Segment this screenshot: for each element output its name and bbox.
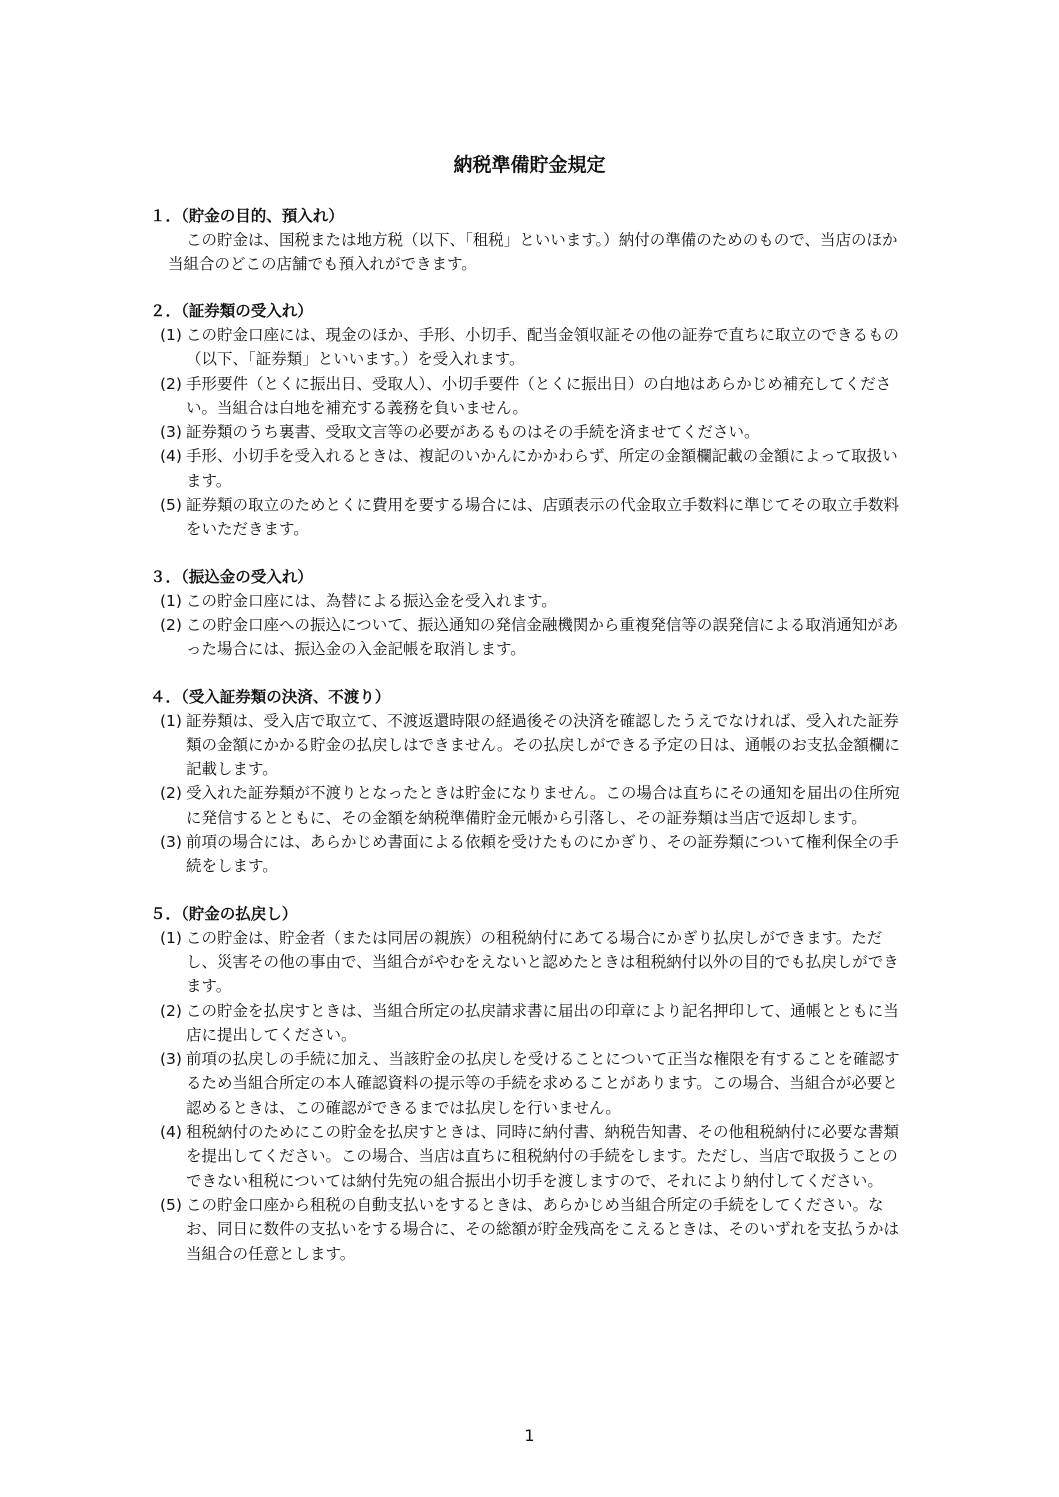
clause-number: (3) bbox=[160, 1050, 182, 1069]
clause-number: (3) bbox=[160, 423, 182, 442]
clause-item bbox=[150, 372, 910, 421]
section-3 bbox=[150, 565, 910, 662]
clause-text: 受入れた証券類が不渡りとなったときは貯金になりません。この場合は直ちにその通知を届出の住所宛に発信するとともに、その金額を納税準備貯金元帳から引落し、その証券類は当店で返却します。 bbox=[186, 784, 900, 827]
section-1 bbox=[150, 204, 910, 276]
clause-item bbox=[150, 781, 910, 830]
section-heading: ５．（貯金の払戻し） bbox=[150, 904, 298, 923]
clause-item bbox=[150, 926, 910, 999]
clause-number: (1) bbox=[160, 326, 182, 344]
clause-item bbox=[150, 323, 910, 372]
clause-item bbox=[150, 1193, 910, 1266]
clause-number: (1) bbox=[160, 928, 182, 947]
clause-number: (2) bbox=[160, 1001, 182, 1020]
clause-text: この貯金を払戻すときは、当組合所定の払戻請求書に届出の印章により記名押印して、通帳とともに当店に提出してください。 bbox=[186, 1001, 899, 1044]
clause-item bbox=[150, 1120, 910, 1193]
clause-number: (2) bbox=[160, 784, 182, 803]
clause-text: 証券類は、受入店で取立て、不渡返還時限の経過後その決済を確認したうえでなければ、受入れた証券類の金額にかかる貯金の払戻しはできません。その払戻しができる予定の日は、通帳のお支払金額欄に記載します。 bbox=[186, 711, 900, 779]
clause-item bbox=[150, 444, 910, 493]
section-5 bbox=[150, 902, 910, 1266]
clause-text: 証券類の取立のためとくに費用を要する場合には、店頭表示の代金取立手数料に準じてその取立手数料をいただきます。 bbox=[186, 496, 900, 539]
clause-text: 租税納付のためにこの貯金を払戻すときは、同時に納付書、納税告知書、その他租税納付に必要な書類を提出してください。この場合、当店は直ちに租税納付の手続をします。ただし、当店で取扱うことのできない租税については納付先宛の組合振出小切手を渡しますので、それにより納付してください。 bbox=[186, 1123, 900, 1190]
clause-item bbox=[150, 589, 910, 613]
clause-number: (1) bbox=[160, 591, 182, 610]
clause-number: (5) bbox=[160, 1195, 182, 1214]
clause-text: この貯金は、貯金者（または同居の親族）の租税納付にあてる場合にかぎり払戻しができます。ただし、災害その他の事由で、当組合がやむをえないと認めたときは租税納付以外の目的でも払戻しができます。 bbox=[186, 928, 899, 996]
section-heading: ４．（受入証券類の決済、不渡り） bbox=[150, 687, 391, 706]
clause-item bbox=[150, 613, 910, 662]
section-paragraph: この貯金は、国税または地方税（以下、「租税」といいます。）納付の準備のためのもので、当店のほか当組合のどこの店舗でも預入れができます。 bbox=[168, 231, 898, 273]
section-2 bbox=[150, 299, 910, 542]
clause-text: 手形、小切手を受入れるときは、複記のいかんにかかわらず、所定の金額欄記載の金額によって取扱います。 bbox=[186, 447, 898, 490]
clause-item bbox=[150, 709, 910, 782]
clause-text: 証券類のうち裏書、受取文言等の必要があるものはその手続を済ませてください。 bbox=[186, 423, 760, 442]
clause-number: (4) bbox=[160, 1123, 182, 1142]
clause-text: この貯金口座から租税の自動支払いをするときは、あらかじめ当組合所定の手続をしてください。なお、同日に数件の支払いをする場合に、その総額が貯金残高をこえるときは、そのいずれを支払うかは当組合の任意とします。 bbox=[186, 1195, 900, 1263]
clause-text: この貯金口座には、為替による振込金を受入れます。 bbox=[186, 591, 557, 610]
clause-item bbox=[150, 1047, 910, 1120]
section-heading: ２．（証券類の受入れ） bbox=[150, 302, 313, 320]
clause-number: (2) bbox=[160, 374, 182, 393]
page-number: 1 bbox=[524, 1426, 535, 1445]
clause-text: この貯金口座には、現金のほか、手形、小切手、配当金領収証その他の証券で直ちに取立のできるもの（以下、「証券類」といいます。）を受入れます。 bbox=[186, 326, 900, 369]
document-body bbox=[150, 204, 910, 1289]
clause-text: 前項の払戻しの手続に加え、当該貯金の払戻しを受けることについて正当な権限を有することを確認するため当組合所定の本人確認資料の提示等の手続を求めることがあります。この場合、当組合が必要と認めるときは、この確認ができるまでは払戻しを行いません。 bbox=[186, 1050, 900, 1117]
clause-item bbox=[150, 999, 910, 1048]
section-heading: ３．（振込金の受入れ） bbox=[150, 567, 313, 586]
clause-item bbox=[150, 830, 910, 879]
clause-number: (5) bbox=[160, 496, 182, 515]
clause-item bbox=[150, 493, 910, 542]
section-4 bbox=[150, 685, 910, 879]
clause-number: (1) bbox=[160, 711, 182, 730]
clause-number: (2) bbox=[160, 615, 182, 634]
clause-text: 手形要件（とくに振出日、受取人）、小切手要件（とくに振出日）の白地はあらかじめ補充してください。当組合は白地を補充する義務を負いません。 bbox=[186, 374, 892, 417]
clause-number: (4) bbox=[160, 447, 182, 466]
clause-text: この貯金口座への振込について、振込通知の発信金融機関から重複発信等の誤発信による取消通知があった場合には、振込金の入金記帳を取消します。 bbox=[186, 615, 899, 659]
clause-item bbox=[150, 420, 910, 444]
clause-number: (3) bbox=[160, 833, 182, 852]
section-heading: １．（貯金の目的、預入れ） bbox=[150, 207, 344, 225]
clause-text: 前項の場合には、あらかじめ書面による依頼を受けたものにかぎり、その証券類について権利保全の手続をします。 bbox=[186, 833, 899, 876]
page-title: 納税準備貯金規定 bbox=[453, 154, 606, 176]
